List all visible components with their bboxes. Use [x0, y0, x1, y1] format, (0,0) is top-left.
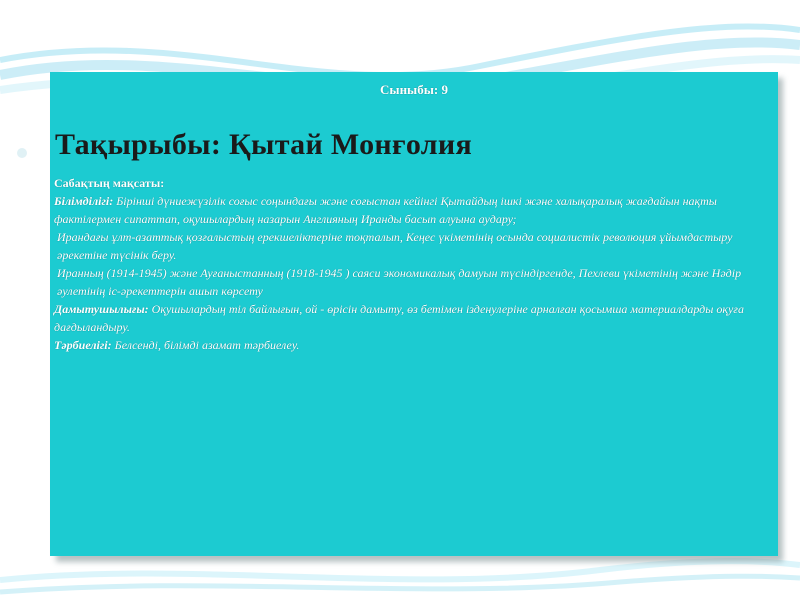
slide-title: Тақырыбы: Қытай Монғолия: [55, 128, 473, 161]
educational-text: Бірінші дүниежүзілік соғыс соңындағы және соғыстан кейінгі Қытайдың ішкі және халықаралық жағдайын нақты фактілермен сипаттап, оқушылардың назарын Англияның Иранды басып алуына аудару;: [54, 194, 717, 226]
educational-text-3: Иранның (1914-1945) және Ауғаныстанның (1918-1945 ) саяси экономикалық дамуын түсіндіргенде, Пехлеви үкіметінің және Нәдір әулетінің іс-әрекеттерін ашып көрсету: [57, 266, 742, 298]
upbringing-paragraph: [54, 336, 770, 354]
upbringing-text: Белсенді, білімді азамат тәрбиелеу.: [111, 338, 300, 352]
developmental-paragraph: [54, 300, 770, 336]
educational-text-2: Ирандағы ұлт-азаттық қозғалыстың ерекшеліктеріне тоқталып, Кеңес үкіметінің осында социалистік революция ұйымдастыру әрекетіне түсінік беру.: [57, 230, 733, 262]
developmental-text: Оқушылардың тіл байлығын, ой - өрісін дамыту, өз бетімен ізденулеріне арналған қосымша материалдарды оқуға дағдыландыру.: [54, 302, 744, 334]
grade-label: Сыныбы: 9: [380, 82, 448, 97]
bullet-icon: [17, 148, 27, 158]
upbringing-label: Тәрбиелігі:: [54, 338, 112, 352]
developmental-label: Дамытушылығы:: [54, 302, 149, 316]
educational-paragraph: [54, 192, 770, 228]
lesson-aims: [54, 174, 770, 354]
educational-label: Білімділігі:: [54, 194, 114, 208]
content-panel: [50, 72, 778, 556]
aims-heading: Сабақтың мақсаты:: [54, 176, 165, 190]
